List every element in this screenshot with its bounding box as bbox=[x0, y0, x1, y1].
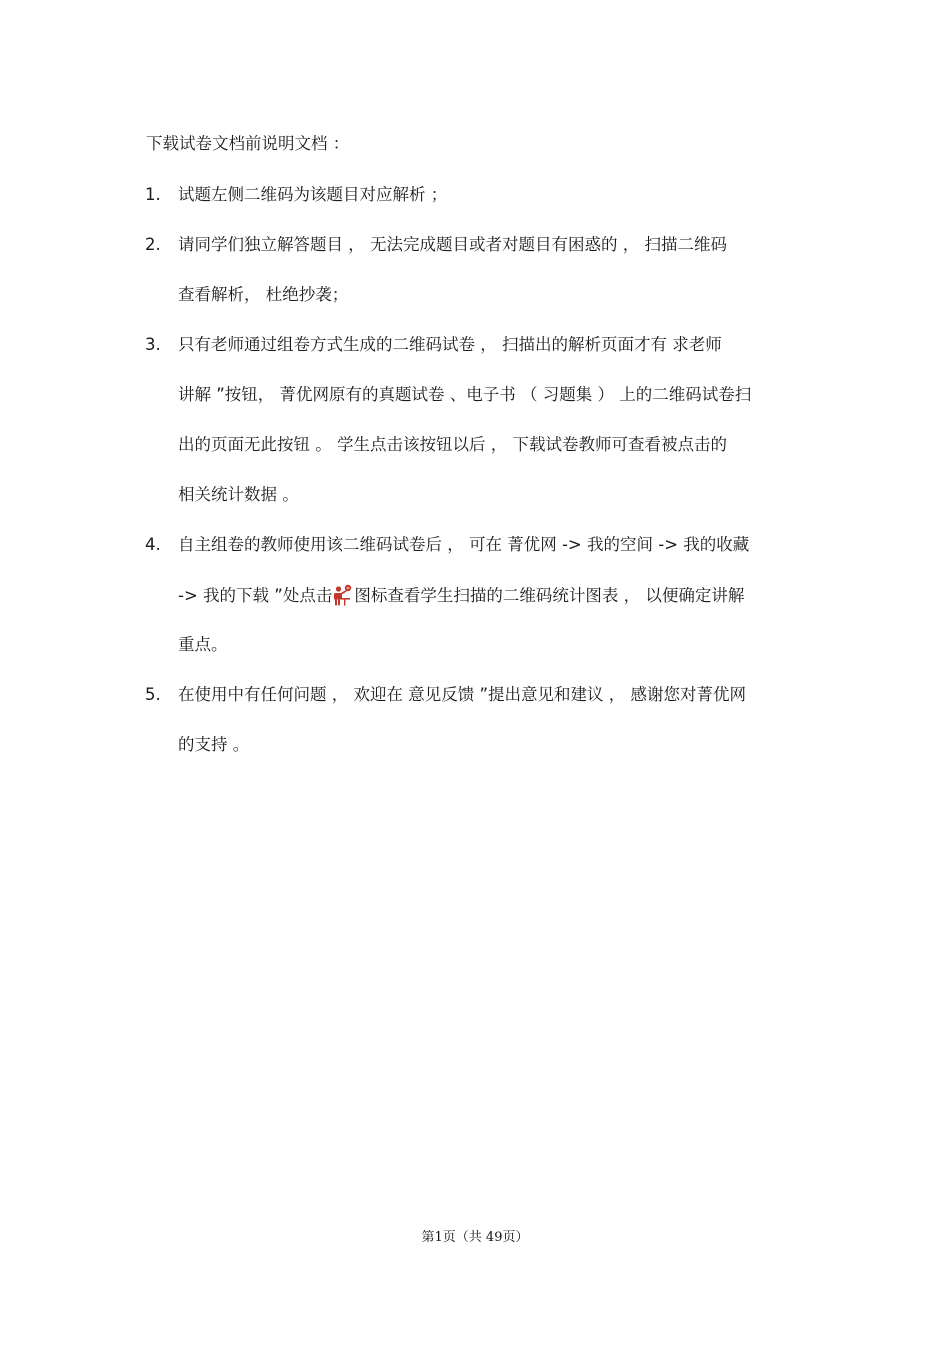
item-2-line-2: 查看解析， 杜绝抄袭； bbox=[178, 285, 349, 304]
item-1-line-1: 试题左侧二维码为该题目对应解析 ； bbox=[178, 185, 448, 204]
item-number: 4. bbox=[145, 535, 161, 554]
item-number: 1. bbox=[145, 185, 161, 204]
item-2-line-1: 请同学们独立解答题目 ， 无法完成题目或者对题目有困惑的 ， 扫描二维码 bbox=[178, 235, 727, 254]
item-3-line-1: 只有老师通过组卷方式生成的二维码试卷 ， 扫描出的解析页面才有 求老师 bbox=[178, 335, 722, 354]
page-number-footer: 第1页（共 49页） bbox=[421, 1230, 529, 1245]
item-number: 5. bbox=[145, 685, 161, 704]
item-5-line-1: 在使用中有任何问题 ， 欢迎在 意见反馈 ”提出意见和建议 ， 感谢您对菁优网 bbox=[178, 685, 747, 704]
teacher-explain-icon bbox=[333, 584, 353, 606]
item-3-line-3: 出的页面无此按钮 。 学生点击该按钮以后 ， 下载试卷教师可查看被点击的 bbox=[178, 435, 727, 454]
item-4-line-2-after: 图标查看学生扫描的二维码统计图表 ， 以便确定讲解 bbox=[354, 586, 745, 605]
item-5-line-2: 的支持 。 bbox=[178, 735, 250, 754]
item-3-line-4: 相关统计数据 。 bbox=[178, 485, 299, 504]
document-title: 下载试卷文档前说明文档 ： bbox=[146, 134, 350, 153]
item-number: 2. bbox=[145, 235, 161, 254]
item-4-line-3: 重点。 bbox=[178, 635, 228, 654]
item-4-line-2 bbox=[178, 584, 744, 607]
item-number: 3. bbox=[145, 335, 161, 354]
item-4-line-1: 自主组卷的教师使用该二维码试卷后 ， 可在 菁优网 -> 我的空间 -> 我的收藏 bbox=[178, 535, 750, 554]
item-4-line-2-before: -> 我的下载 ”处点击 bbox=[178, 586, 333, 605]
item-3-line-2: 讲解 ”按钮， 菁优网原有的真题试卷 、电子书 （ 习题集 ） 上的二维码试卷扫 bbox=[178, 385, 752, 404]
